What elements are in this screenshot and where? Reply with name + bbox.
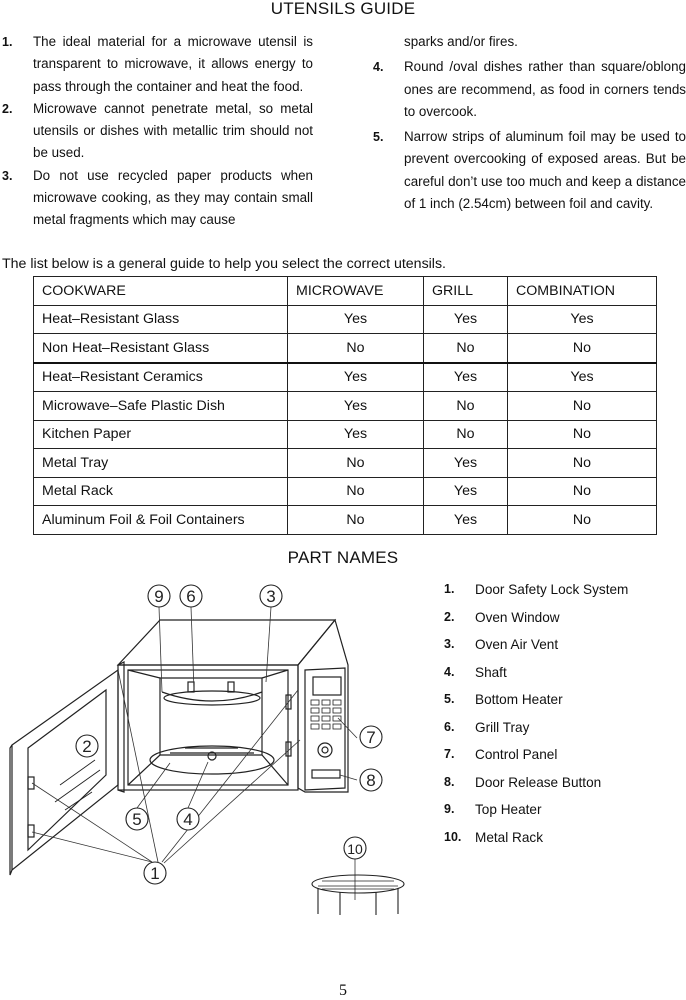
part-label: Grill Tray	[475, 719, 530, 735]
callout-3	[260, 585, 282, 607]
cell-cookware: Heat–Resistant Glass	[34, 305, 288, 334]
guide-item-number: 5.	[373, 130, 384, 145]
callout-2	[76, 735, 98, 757]
callout-8	[360, 769, 382, 791]
table-row	[34, 420, 657, 449]
callout-9	[148, 585, 170, 607]
callout-label: 9	[154, 587, 164, 606]
callout-4	[177, 808, 199, 830]
part-number: 6.	[444, 719, 455, 734]
cell-cookware: Metal Rack	[34, 477, 288, 506]
cell-grill: Yes	[424, 449, 508, 478]
part-label: Bottom Heater	[475, 692, 563, 707]
cell-combination: No	[508, 506, 657, 535]
guide-item-text: Do not use recycled paper products when microwave cooking, as they may contain small metal fragments which may cause	[33, 167, 313, 228]
part-label: Top Heater	[475, 802, 542, 817]
cell-grill: Yes	[424, 477, 508, 506]
part-number: 2.	[444, 609, 455, 624]
table-row	[34, 334, 657, 363]
table-intro-text: The list below is a general guide to help you select the correct utensils.	[2, 256, 446, 272]
cell-cookware: Kitchen Paper	[34, 420, 288, 449]
cell-grill: Yes	[424, 363, 508, 392]
part-names-list	[444, 582, 684, 857]
part-label: Door Safety Lock System	[475, 582, 629, 597]
part-number: 1.	[444, 582, 455, 596]
callout-label: 2	[82, 737, 92, 756]
cell-combination: Yes	[508, 363, 657, 392]
table-row	[34, 363, 657, 392]
cell-combination: No	[508, 392, 657, 421]
guide-item-1	[2, 31, 313, 98]
part-number: 5.	[444, 692, 455, 706]
table-row	[34, 477, 657, 506]
cell-cookware: Heat–Resistant Ceramics	[34, 363, 288, 392]
callout-label: 7	[366, 728, 376, 747]
callout-6	[180, 585, 202, 607]
cell-cookware: Aluminum Foil & Foil Containers	[34, 506, 288, 535]
callout-label: 1	[150, 864, 160, 883]
cell-cookware: Non Heat–Resistant Glass	[34, 334, 288, 363]
part-item	[444, 775, 684, 803]
header-grill: GRILL	[424, 277, 508, 306]
callout-label: 8	[366, 771, 376, 790]
cell-microwave: No	[288, 506, 424, 535]
cell-microwave: Yes	[288, 392, 424, 421]
guide-item-text: Narrow strips of aluminum foil may be used to prevent overcooking of exposed areas. But be careful don’t use too much and keep a distance of 1 inch (2.54cm) between foil and cavity.	[404, 129, 686, 212]
part-number: 4.	[444, 664, 455, 679]
table-row	[34, 392, 657, 421]
part-item	[444, 610, 684, 638]
part-item	[444, 747, 684, 775]
callout-label: 10	[347, 841, 363, 857]
guide-right-column	[373, 31, 686, 215]
header-combination: COMBINATION	[508, 277, 657, 306]
part-item	[444, 665, 684, 693]
guide-item-4	[373, 56, 686, 123]
table-row	[34, 449, 657, 478]
page-number: 5	[339, 982, 347, 999]
header-cookware: COOKWARE	[34, 277, 288, 306]
part-label: Oven Air Vent	[475, 637, 559, 652]
utensils-guide-title: UTENSILS GUIDE	[270, 0, 416, 18]
guide-item-5	[373, 126, 686, 215]
cell-microwave: No	[288, 334, 424, 363]
guide-item-number: 2.	[2, 101, 13, 116]
guide-item-number: 1.	[2, 35, 13, 49]
part-item	[444, 637, 684, 665]
part-label: Oven Window	[475, 609, 560, 625]
table-row	[34, 506, 657, 535]
part-label: Control Panel	[475, 747, 558, 762]
part-item	[444, 802, 684, 830]
guide-item-number: 3.	[2, 168, 13, 183]
cell-combination: No	[508, 449, 657, 478]
cell-grill: No	[424, 420, 508, 449]
part-number: 8.	[444, 774, 455, 789]
cell-microwave: No	[288, 477, 424, 506]
guide-item-text: Microwave cannot penetrate metal, so metal utensils or dishes with metallic trim should not be used.	[33, 100, 313, 161]
part-number: 10.	[444, 829, 462, 844]
cell-microwave: Yes	[288, 420, 424, 449]
guide-item-text: Round /oval dishes rather than square/oblong ones are recommend, as food in corners tends to overcook.	[404, 59, 686, 119]
cell-microwave: No	[288, 449, 424, 478]
callout-7	[360, 726, 382, 748]
cell-cookware: Microwave–Safe Plastic Dish	[34, 392, 288, 421]
guide-item-text: The ideal material for a microwave utensil is transparent to microwave, it allows energy to pass through the container and heat the food.	[33, 34, 313, 94]
cell-grill: No	[424, 334, 508, 363]
guide-left-column	[2, 31, 313, 232]
cell-combination: No	[508, 420, 657, 449]
callout-label: 3	[266, 587, 276, 606]
cell-grill: No	[424, 392, 508, 421]
cell-grill: Yes	[424, 506, 508, 535]
callout-10	[344, 837, 366, 859]
table-row	[34, 305, 657, 334]
part-label: Door Release Button	[475, 774, 602, 790]
part-item	[444, 720, 684, 748]
part-item	[444, 692, 684, 720]
part-label: Shaft	[475, 664, 507, 680]
cell-microwave: Yes	[288, 305, 424, 334]
part-item	[444, 582, 684, 610]
microwave-diagram	[0, 570, 440, 930]
cell-microwave: Yes	[288, 363, 424, 392]
callout-label: 4	[183, 810, 193, 829]
part-number: 3.	[444, 637, 455, 651]
cell-combination: Yes	[508, 305, 657, 334]
cell-grill: Yes	[424, 305, 508, 334]
guide-item-3-continuation: sparks and/or fires.	[404, 34, 518, 49]
guide-item-number: 4.	[373, 60, 384, 75]
callout-label: 5	[132, 810, 142, 829]
cell-combination: No	[508, 477, 657, 506]
part-names-title: PART NAMES	[287, 548, 399, 567]
utensils-table	[33, 276, 657, 535]
cell-cookware: Metal Tray	[34, 449, 288, 478]
part-label: Metal Rack	[475, 829, 543, 845]
metal-rack-illustration	[312, 875, 404, 915]
part-number: 7.	[444, 747, 455, 761]
cell-combination: No	[508, 334, 657, 363]
table-header-row	[34, 277, 657, 306]
guide-item-3	[2, 165, 313, 232]
header-microwave: MICROWAVE	[288, 277, 424, 306]
microwave-body-illustration	[10, 620, 348, 875]
callout-label: 6	[186, 587, 196, 606]
callout-5	[126, 808, 148, 830]
part-number: 9.	[444, 802, 455, 816]
callout-1	[144, 862, 166, 884]
guide-item-2	[2, 98, 313, 165]
part-item	[444, 830, 684, 858]
